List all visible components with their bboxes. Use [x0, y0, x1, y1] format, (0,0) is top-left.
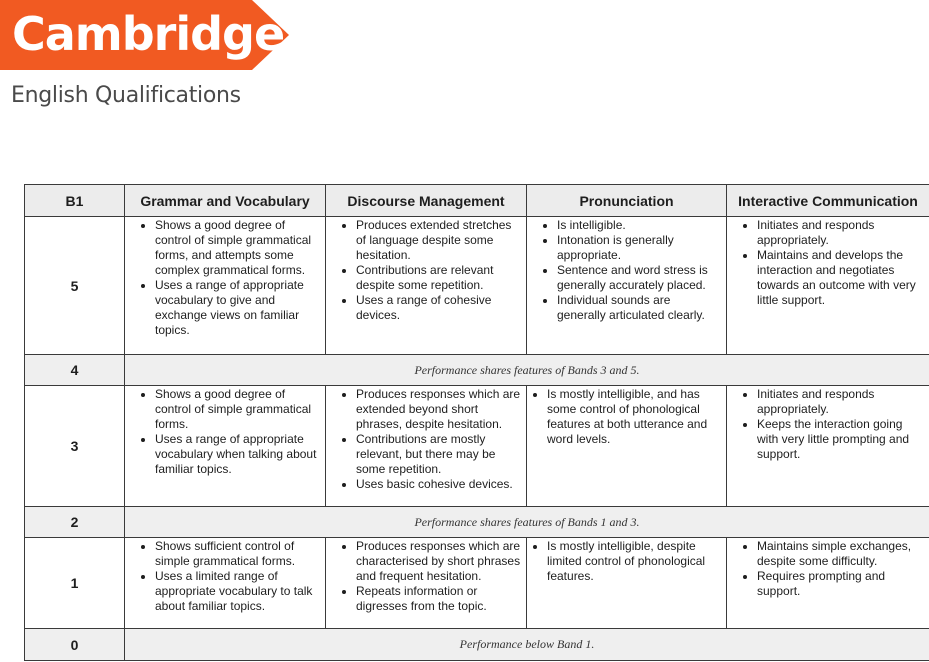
pronunciation-cell: [527, 386, 727, 507]
grammar-cell: [125, 386, 326, 507]
shared-features-note: Performance below Band 1.: [125, 629, 929, 661]
descriptor-item: • Produces responses which are characterised by short phrases and frequent hesitation.: [356, 539, 522, 584]
descriptor-item: • Contributions are relevant despite some repetition.: [356, 263, 522, 293]
descriptor-item: • Uses a range of appropriate vocabulary to give and exchange views on familiar topics.: [155, 278, 321, 338]
table-row: [25, 217, 929, 355]
table-row: [25, 507, 929, 538]
discourse-cell: [326, 217, 527, 355]
descriptor-item: • Uses a limited range of appropriate vocabulary to talk about familiar topics.: [155, 569, 321, 614]
descriptor-item: • Produces extended stretches of language despite some hesitation.: [356, 218, 522, 263]
descriptor-item: • Intonation is generally appropriate.: [557, 233, 722, 263]
grammar-cell: [125, 217, 326, 355]
descriptor-item: • Uses a range of appropriate vocabulary when talking about familiar topics.: [155, 432, 321, 477]
logo-brand-text: Cambridge: [12, 7, 285, 61]
table-row: [25, 629, 929, 661]
assessment-scale-table: [24, 184, 929, 661]
descriptor-item: • Keeps the interaction going with very little prompting and support.: [757, 417, 925, 462]
descriptor-item: • Is mostly intelligible, despite limited control of phonological features.: [547, 539, 722, 584]
descriptor-item: • Uses basic cohesive devices.: [356, 477, 522, 492]
descriptor-item: • Initiates and responds appropriately.: [757, 387, 925, 417]
interactive-cell: [727, 217, 929, 355]
table-header-row: [25, 185, 929, 217]
descriptor-item: • Shows sufficient control of simple grammatical forms.: [155, 539, 321, 569]
descriptor-item: • Is intelligible.: [557, 218, 722, 233]
descriptor-item: • Repeats information or digresses from the topic.: [356, 584, 522, 614]
descriptor-item: • Uses a range of cohesive devices.: [356, 293, 522, 323]
discourse-cell: [326, 386, 527, 507]
pronunciation-cell: [527, 217, 727, 355]
discourse-cell: [326, 538, 527, 629]
column-header-interactive: Interactive Communication: [727, 185, 929, 217]
descriptor-item: • Maintains and develops the interaction and negotiates towards an outcome with very little support.: [757, 248, 925, 308]
descriptor-item: • Shows a good degree of control of simple grammatical forms.: [155, 387, 321, 432]
descriptor-item: • Maintains simple exchanges, despite some difficulty.: [757, 539, 925, 569]
table-row: [25, 355, 929, 386]
table-row: [25, 538, 929, 629]
descriptor-item: • Individual sounds are generally articulated clearly.: [557, 293, 722, 323]
cambridge-logo: [0, 0, 290, 120]
descriptor-item: • Contributions are mostly relevant, but there may be some repetition.: [356, 432, 522, 477]
pronunciation-cell: [527, 538, 727, 629]
table-row: [25, 386, 929, 507]
logo-subtitle: English Qualifications: [11, 83, 241, 108]
column-header-grammar: Grammar and Vocabulary: [125, 185, 326, 217]
column-header-pronunciation: Pronunciation: [527, 185, 727, 217]
descriptor-item: • Requires prompting and support.: [757, 569, 925, 599]
descriptor-item: • Produces responses which are extended beyond short phrases, despite hesitation.: [356, 387, 522, 432]
level-header: B1: [25, 185, 125, 217]
shared-features-note: Performance shares features of Bands 3 and 5.: [125, 355, 929, 386]
band-number: 3: [25, 386, 125, 507]
descriptor-item: • Is mostly intelligible, and has some control of phonological features at both utterance and word levels.: [547, 387, 722, 447]
interactive-cell: [727, 386, 929, 507]
band-number: 4: [25, 355, 125, 386]
band-number: 2: [25, 507, 125, 538]
descriptor-item: • Sentence and word stress is generally accurately placed.: [557, 263, 722, 293]
band-number: 0: [25, 629, 125, 661]
column-header-discourse: Discourse Management: [326, 185, 527, 217]
grammar-cell: [125, 538, 326, 629]
band-number: 1: [25, 538, 125, 629]
shared-features-note: Performance shares features of Bands 1 and 3.: [125, 507, 929, 538]
descriptor-item: • Initiates and responds appropriately.: [757, 218, 925, 248]
descriptor-item: • Shows a good degree of control of simple grammatical forms, and attempts some complex grammatical forms.: [155, 218, 321, 278]
interactive-cell: [727, 538, 929, 629]
band-number: 5: [25, 217, 125, 355]
